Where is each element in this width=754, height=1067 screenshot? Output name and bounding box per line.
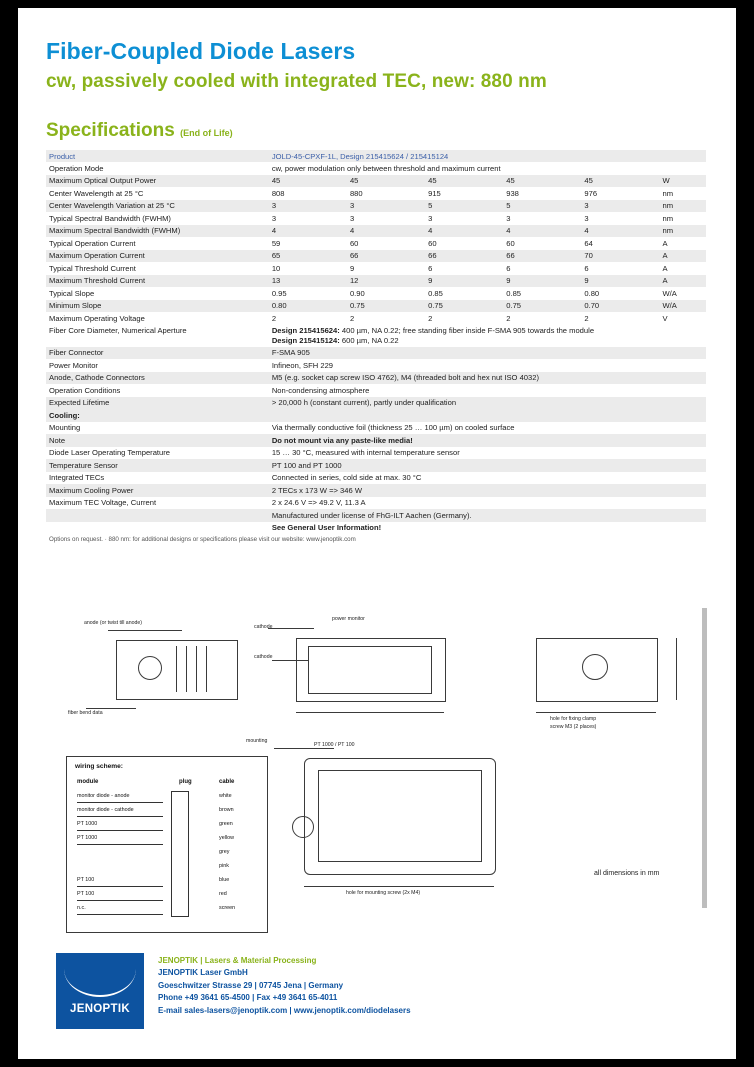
wiring-row-underline <box>77 900 163 901</box>
table-cell-unit: nm <box>660 225 706 237</box>
page-header <box>46 38 706 93</box>
table-cell-label: Expected Lifetime <box>46 397 269 409</box>
table-cell-value: 0.95 <box>269 287 347 299</box>
table-cell-label: Anode, Cathode Connectors <box>46 372 269 384</box>
table-cell-label: Maximum Spectral Bandwidth (FWHM) <box>46 225 269 237</box>
table-row <box>46 447 706 459</box>
table-cell-unit: A <box>660 275 706 287</box>
table-cell-value: 15 … 30 °C, measured with internal temperature sensor <box>269 447 706 459</box>
wiring-row-module: monitor diode - anode <box>77 793 130 799</box>
table-row <box>46 162 706 174</box>
drawing-dim-line-vertical <box>676 638 677 700</box>
jenoptik-logo <box>56 953 144 1029</box>
table-cell-label: Maximum TEC Voltage, Current <box>46 497 269 509</box>
table-cell-value: F-SMA 905 <box>269 347 706 359</box>
wiring-row-underline <box>77 816 163 817</box>
table-cell-unit: A <box>660 250 706 262</box>
table-cell-value: 3 <box>581 200 659 212</box>
wiring-column-plug: plug <box>179 779 192 785</box>
table-cell-label: Fiber Connector <box>46 347 269 359</box>
wiring-row-underline <box>77 802 163 803</box>
table-cell-value: 9 <box>503 275 581 287</box>
table-cell-label: Operation Mode <box>46 162 269 174</box>
wiring-row-cable: brown <box>219 807 234 813</box>
table-cell-product-value: JOLD-45-CPXF-1L, Design 215415624 / 215415124 <box>269 150 706 162</box>
table-cell-value: Connected in series, cold side at max. 30 °C <box>269 472 706 484</box>
table-cell-value: 5 <box>503 200 581 212</box>
table-cell-value: 6 <box>581 262 659 274</box>
table-row <box>46 534 706 545</box>
footer-fax: Fax +49 3641 65-4011 <box>256 993 338 1003</box>
footer-email[interactable]: E-mail sales-lasers@jenoptik.com <box>158 1005 288 1015</box>
table-row <box>46 347 706 359</box>
table-cell-value: Via thermally conductive foil (thickness 25 … 100 µm) on cooled surface <box>269 422 706 434</box>
table-cell-value: 59 <box>269 237 347 249</box>
drawing-label-fiber-bend: fiber bend data <box>68 710 103 716</box>
wiring-plug-body <box>171 791 189 917</box>
table-cell-label: Maximum Optical Output Power <box>46 175 269 187</box>
wiring-row-cable: red <box>219 891 227 897</box>
table-cell-value: 0.75 <box>503 300 581 312</box>
drawing-bottom-view-inner <box>318 770 482 862</box>
table-cell-value: 0.85 <box>503 287 581 299</box>
fiber-design-2: Design 215415124: <box>271 335 340 345</box>
table-cell-label: Center Wavelength Variation at 25 °C <box>46 200 269 212</box>
table-cell-value: 915 <box>425 187 503 199</box>
table-cell-section-header: Cooling: <box>46 409 706 421</box>
page-subtitle: cw, passively cooled with integrated TEC, new: 880 nm <box>46 71 547 92</box>
table-cell-unit: A <box>660 237 706 249</box>
table-cell-unit: A <box>660 262 706 274</box>
drawing-top-view-body <box>116 640 238 700</box>
table-row <box>46 250 706 262</box>
table-row <box>46 472 706 484</box>
table-cell-value: 938 <box>503 187 581 199</box>
drawing-line <box>196 646 197 692</box>
footer-phone: Phone +49 3641 65-4500 <box>158 993 250 1003</box>
table-cell-value: 4 <box>269 225 347 237</box>
table-cell-value: 66 <box>503 250 581 262</box>
table-cell-value: 9 <box>425 275 503 287</box>
wiring-row-module: monitor diode - cathode <box>77 807 134 813</box>
table-cell-value: 4 <box>347 225 425 237</box>
table-cell-fiber-value <box>269 325 706 347</box>
table-row <box>46 497 706 509</box>
fiber-line-1 <box>272 326 703 335</box>
wiring-column-cable: cable <box>219 779 235 785</box>
table-cell-value: 66 <box>347 250 425 262</box>
table-cell-value: 5 <box>425 200 503 212</box>
table-cell-value: 2 <box>269 312 347 324</box>
table-row <box>46 397 706 409</box>
table-row <box>46 212 706 224</box>
footer-brand: JENOPTIK <box>158 956 199 965</box>
table-cell-value: 3 <box>269 212 347 224</box>
drawing-bottom-fiber-port <box>292 816 314 838</box>
table-row <box>46 434 706 446</box>
table-row <box>46 150 706 162</box>
table-cell-value: 2 <box>503 312 581 324</box>
fiber-design-1-text: 400 µm, NA 0.22; free standing fiber inside F-SMA 905 towards the module <box>339 326 595 336</box>
table-cell-value: 2 <box>347 312 425 324</box>
wiring-row-underline <box>77 886 163 887</box>
footer-line-1 <box>158 955 411 967</box>
fiber-design-1: Design 215415624: <box>271 326 340 336</box>
table-cell-label: Power Monitor <box>46 359 269 371</box>
wiring-row-underline <box>77 844 163 845</box>
table-cell-value: 0.85 <box>425 287 503 299</box>
table-row <box>46 237 706 249</box>
table-row <box>46 522 706 534</box>
table-cell-label: Maximum Operation Current <box>46 250 269 262</box>
table-cell-label <box>46 509 269 521</box>
table-cell-label: Maximum Cooling Power <box>46 484 269 496</box>
wiring-row-cable: green <box>219 821 233 827</box>
table-cell-value: Infineon, SFH 229 <box>269 359 706 371</box>
drawing-leader <box>108 630 182 631</box>
table-cell-value: 6 <box>503 262 581 274</box>
table-cell-unit: nm <box>660 212 706 224</box>
table-row <box>46 300 706 312</box>
table-cell-label: Fiber Core Diameter, Numerical Aperture <box>46 325 269 347</box>
wiring-row-module: PT 1000 <box>77 835 98 841</box>
table-cell-value: 9 <box>581 275 659 287</box>
table-cell-label: Operation Conditions <box>46 384 269 396</box>
drawing-label-anode: anode (or twist till anode) <box>84 620 142 626</box>
table-cell-value: 3 <box>503 212 581 224</box>
table-cell-value: 3 <box>425 212 503 224</box>
wiring-row-module: n.c. <box>77 905 86 911</box>
wiring-scheme-title: wiring scheme: <box>75 763 124 770</box>
table-cell-value: 808 <box>269 187 347 199</box>
drawing-dim-line <box>304 886 494 887</box>
logo-wordmark: JENOPTIK <box>70 1003 130 1015</box>
wiring-row-cable: pink <box>219 863 229 869</box>
drawing-leader <box>86 708 136 709</box>
table-cell-value: 65 <box>269 250 347 262</box>
table-cell-label: Center Wavelength at 25 °C <box>46 187 269 199</box>
table-cell-value: 45 <box>425 175 503 187</box>
table-cell-label: Mounting <box>46 422 269 434</box>
table-cell-value: 10 <box>269 262 347 274</box>
table-row <box>46 509 706 521</box>
table-cell-value: 60 <box>347 237 425 249</box>
table-cell-value: 0.75 <box>425 300 503 312</box>
table-cell-value: 45 <box>581 175 659 187</box>
drawing-leader <box>272 660 308 661</box>
table-cell-value: 0.75 <box>347 300 425 312</box>
table-row <box>46 372 706 384</box>
table-cell-value: 60 <box>503 237 581 249</box>
table-cell-product-label: Product <box>46 150 269 162</box>
drawing-front-port <box>582 654 608 680</box>
footer-sep: | <box>200 956 203 965</box>
drawing-line <box>186 646 187 692</box>
table-cell-label: Temperature Sensor <box>46 459 269 471</box>
table-cell-value: 2 x 24.6 V => 49.2 V, 11.3 A <box>269 497 706 509</box>
table-row <box>46 325 706 347</box>
footer-website[interactable]: www.jenoptik.com/diodelasers <box>293 1005 411 1015</box>
table-cell-value: PT 100 and PT 1000 <box>269 459 706 471</box>
drawing-fiber-port <box>138 656 162 680</box>
table-cell-label: Diode Laser Operating Temperature <box>46 447 269 459</box>
table-cell-label: Minimum Slope <box>46 300 269 312</box>
specifications-heading-text: Specifications <box>46 120 175 141</box>
drawing-dim-line <box>536 712 656 713</box>
table-cell-value: 2 <box>425 312 503 324</box>
table-row <box>46 359 706 371</box>
table-cell-value: 6 <box>425 262 503 274</box>
footer-company: JENOPTIK Laser GmbH <box>158 968 248 978</box>
table-cell-value: 13 <box>269 275 347 287</box>
table-footnote: Options on request. · 880 nm: for additional designs or specifications please visit our website: www.jenoptik.com <box>46 534 706 545</box>
table-cell-label: Typical Threshold Current <box>46 262 269 274</box>
drawing-label-dimensions: all dimensions in mm <box>594 870 660 877</box>
page-edge-bar <box>702 608 707 908</box>
table-cell-value: 0.80 <box>269 300 347 312</box>
table-row <box>46 200 706 212</box>
drawing-label-screw: screw M3 (2 places) <box>550 724 597 730</box>
drawing-label-cathode: cathode <box>254 624 273 630</box>
table-cell-value: 0.70 <box>581 300 659 312</box>
table-cell-value: 9 <box>347 262 425 274</box>
drawing-line <box>176 646 177 692</box>
table-row <box>46 287 706 299</box>
footer-address: Goeschwitzer Strasse 29 | 07745 Jena | Germany <box>158 980 344 990</box>
table-row <box>46 384 706 396</box>
specifications-heading <box>46 120 233 142</box>
table-cell-value: See General User Information! <box>269 522 706 534</box>
specifications-table-body <box>46 150 706 545</box>
drawing-line <box>206 646 207 692</box>
table-cell-value: Manufactured under license of FhG-ILT Aachen (Germany). <box>269 509 706 521</box>
table-cell-value: 2 TECs x 173 W => 346 W <box>269 484 706 496</box>
wiring-row-cable: screen <box>219 905 236 911</box>
fiber-line-2 <box>272 336 703 345</box>
table-row <box>46 409 706 421</box>
drawing-label-pt-sensors: PT 1000 / PT 100 <box>314 742 355 748</box>
wiring-row-module: PT 100 <box>77 877 95 883</box>
table-cell-value: 2 <box>581 312 659 324</box>
wiring-row-underline <box>77 914 163 915</box>
table-row <box>46 175 706 187</box>
drawing-label-power-monitor: power monitor <box>332 616 365 622</box>
logo-arc-icon <box>64 969 136 997</box>
table-row <box>46 275 706 287</box>
table-row <box>46 312 706 324</box>
table-cell-value: 64 <box>581 237 659 249</box>
table-cell-value: cw, power modulation only between threshold and maximum current <box>269 162 706 174</box>
wiring-row-module: PT 1000 <box>77 821 98 827</box>
wiring-row-cable: white <box>219 793 232 799</box>
page-title: Fiber-Coupled Diode Lasers <box>46 38 356 64</box>
table-row <box>46 459 706 471</box>
drawing-label-fixing-clamp: hole for fixing clamp <box>550 716 597 722</box>
wiring-row-cable: blue <box>219 877 230 883</box>
table-cell-label: Maximum Operating Voltage <box>46 312 269 324</box>
footer-line-4 <box>158 992 411 1004</box>
footer-sep-3: | <box>289 1005 292 1015</box>
table-cell-unit: nm <box>660 200 706 212</box>
table-cell-label: Integrated TECs <box>46 472 269 484</box>
table-cell-value: 3 <box>269 200 347 212</box>
table-cell-label: Maximum Threshold Current <box>46 275 269 287</box>
technical-drawings <box>46 608 706 938</box>
footer-division: Lasers & Material Processing <box>204 956 317 965</box>
fiber-design-2-text: 600 µm, NA 0.22 <box>339 335 399 345</box>
table-cell-unit: nm <box>660 187 706 199</box>
table-cell-value: M5 (e.g. socket cap screw ISO 4762), M4 (threaded bolt and hex nut ISO 4032) <box>269 372 706 384</box>
wiring-row-module: PT 100 <box>77 891 95 897</box>
footer-contact <box>158 955 411 1017</box>
drawing-dim-line <box>296 712 444 713</box>
wiring-scheme-box <box>66 756 268 933</box>
table-cell-value: 12 <box>347 275 425 287</box>
table-cell-label: Note <box>46 434 269 446</box>
table-cell-unit: W <box>660 175 706 187</box>
table-cell-value: 0.80 <box>581 287 659 299</box>
table-row <box>46 225 706 237</box>
table-cell-value: 60 <box>425 237 503 249</box>
table-cell-value: 880 <box>347 187 425 199</box>
table-cell-value: 976 <box>581 187 659 199</box>
table-row <box>46 187 706 199</box>
table-cell-value: 4 <box>503 225 581 237</box>
document-page <box>18 8 736 1059</box>
table-cell-unit: V <box>660 312 706 324</box>
page-footer <box>46 953 706 1031</box>
table-cell-value: Do not mount via any paste-like media! <box>269 434 706 446</box>
table-cell-label: Typical Spectral Bandwidth (FWHM) <box>46 212 269 224</box>
table-cell-value: Non-condensing atmosphere <box>269 384 706 396</box>
footer-sep-2: | <box>252 993 255 1003</box>
table-cell-value: 70 <box>581 250 659 262</box>
drawing-side-view-inner <box>308 646 432 694</box>
table-cell-value: 45 <box>269 175 347 187</box>
table-cell-value: 45 <box>503 175 581 187</box>
drawing-label-cathode-2: cathode <box>254 654 273 660</box>
table-cell-value: > 20,000 h (constant current), partly under qualification <box>269 397 706 409</box>
table-cell-label <box>46 522 269 534</box>
wiring-row-underline <box>77 830 163 831</box>
table-row <box>46 484 706 496</box>
drawing-label-mounting: mounting <box>246 738 268 744</box>
table-cell-value: 0.90 <box>347 287 425 299</box>
wiring-row-cable: grey <box>219 849 230 855</box>
table-cell-label: Typical Slope <box>46 287 269 299</box>
specifications-table <box>46 150 706 545</box>
table-cell-value: 4 <box>425 225 503 237</box>
table-cell-unit: W/A <box>660 300 706 312</box>
table-cell-unit: W/A <box>660 287 706 299</box>
table-cell-value: 4 <box>581 225 659 237</box>
wiring-column-module: module <box>77 779 99 785</box>
table-cell-label: Typical Operation Current <box>46 237 269 249</box>
drawing-leader <box>268 628 314 629</box>
table-cell-value: 3 <box>347 200 425 212</box>
footer-line-5 <box>158 1005 411 1017</box>
wiring-row-cable: yellow <box>219 835 234 841</box>
table-cell-value: 45 <box>347 175 425 187</box>
table-row <box>46 262 706 274</box>
drawing-label-mounting-screw: hole for mounting screw (2x M4) <box>346 890 421 896</box>
table-cell-value: 66 <box>425 250 503 262</box>
specifications-heading-sub: (End of Life) <box>180 128 233 138</box>
table-row <box>46 422 706 434</box>
table-cell-value: 3 <box>347 212 425 224</box>
table-cell-value: 3 <box>581 212 659 224</box>
